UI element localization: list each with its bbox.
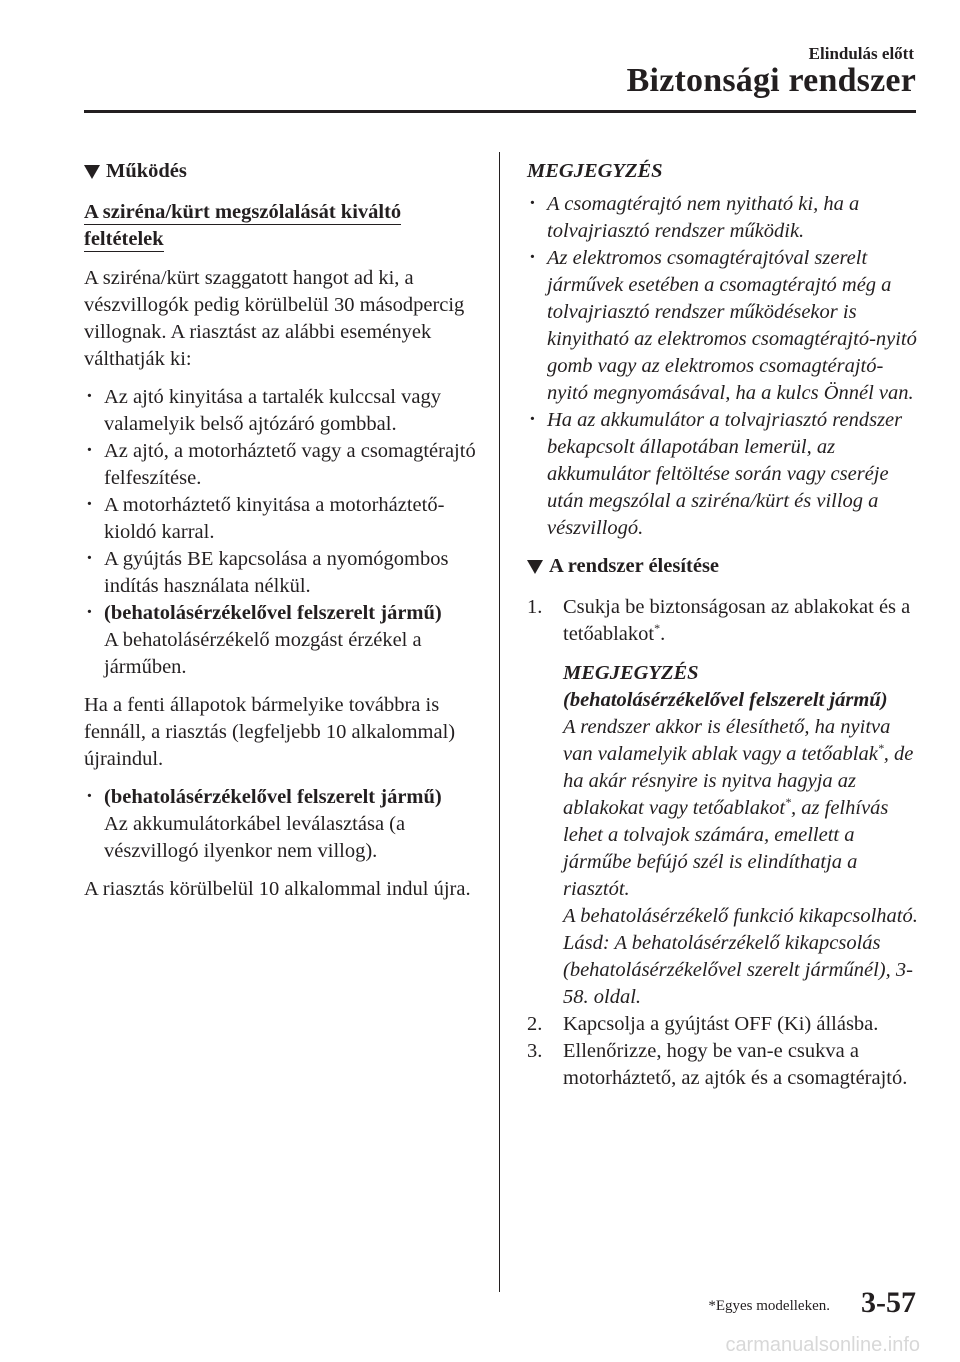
asterisk-mark: *: [877, 741, 884, 756]
footnote: *Egyes modelleken.: [708, 1298, 830, 1314]
conditions-subheading: A sziréna/kürt megszólalását kiváltó feltételek: [84, 201, 402, 250]
step-note-title: MEGJEGYZÉS: [563, 662, 699, 684]
note-list: [527, 191, 923, 542]
note-title: MEGJEGYZÉS: [527, 160, 663, 182]
list-item: · Az elektromos csomagtérajtóval szerelt járművek esetében a csomagtérajtó még a tolvajriasztó rendszer működésekor is kinyitható az elektromos csomagtérajtó-nyitó gomb vagy az elektromos csomagtérajtó-nyitó megnyomásával, ha a kulcs Önnél van.: [527, 245, 923, 407]
step-note-text: A rendszer akkor is élesíthető, ha nyitva van valamelyik ablak vagy a tetőablak*, de ha akár résnyire is nyitva hagyja az ablakokat vagy tetőablakot*, az felhívás lehet a tolvajok számára, emellett a járműbe befújó szél is elindíthatja a riasztót.: [563, 716, 914, 900]
step-number: 1.: [527, 596, 543, 618]
list-item: [84, 600, 480, 681]
list-item: [84, 784, 480, 865]
list-item: · A gyújtás BE kapcsolása a nyomógombos indítás használata nélkül.: [84, 546, 480, 600]
arming-heading: [527, 553, 923, 580]
step-item: [527, 1011, 923, 1038]
step-note-text: A behatolásérzékelő funkció kikapcsolható.: [563, 905, 918, 927]
equipment-condition: (behatolásérzékelővel felszerelt jármű): [104, 602, 442, 624]
intro-paragraph: A sziréna/kürt szaggatott hangot ad ki, a vészvillogók pedig körülbelül 30 másodpercig villognak. A riasztást az alábbi események válthatják ki:: [84, 267, 465, 370]
step-item: 1. Csukja be biztonságosan az ablakokat és a tetőablakot*. MEGJEGYZÉS (behatolásérzékelővel felszerelt jármű) A rendszer akkor is élesíthető, ha nyitva van valamelyik ablak vagy a tetőablak*, de ha akár résnyire is nyitva hagyja az ablakokat vagy tetőablakot*, az felhívás lehet a tolvajok számára, emellett a járműbe befújó szél is elindíthatja a riasztót. A behatolásérzékelő funkció kikapcsolható. Lásd: A behatolásérzékelő kikapcsolás (behatolásérzékelővel szerelt járműnél), 3-58. oldal.: [527, 594, 923, 1011]
column-divider: [499, 152, 500, 1292]
list-item-text: Az akkumulátorkábel leválasztása (a vészvillogó ilyenkor nem villog).: [104, 813, 406, 862]
step-text: Csukja be biztonságosan az ablakokat és a tetőablakot: [563, 596, 911, 645]
arming-heading-text: A rendszer élesítése: [549, 555, 720, 577]
watermark: carmanualsonline.info: [725, 1334, 920, 1356]
list-item: · Az ajtó kinyitása a tartalék kulccsal vagy valamelyik belső ajtózáró gombbal.: [84, 384, 480, 438]
header-rule: [84, 110, 916, 113]
right-column: [527, 158, 923, 1092]
step-text: Kapcsolja a gyújtást OFF (Ki) állásba.: [563, 1013, 879, 1035]
restart-paragraph: A riasztás körülbelül 10 alkalommal indul újra.: [84, 878, 471, 900]
repeat-paragraph: Ha a fenti állapotok bármelyike továbbra is fennáll, a riasztás (legfeljebb 10 alkalommal) újraindul.: [84, 694, 456, 770]
page-number: 3-57: [861, 1286, 916, 1319]
list-item-text: A behatolásérzékelő mozgást érzékel a járműben.: [104, 629, 422, 678]
operation-heading-text: Működés: [106, 160, 187, 182]
operation-heading: [84, 158, 480, 185]
asterisk-mark: *: [654, 621, 661, 636]
cross-reference: Lásd: A behatolásérzékelő kikapcsolás (behatolásérzékelővel szerelt járműnél), 3-58. oldal.: [563, 932, 913, 1008]
equipment-condition: (behatolásérzékelővel felszerelt jármű): [563, 689, 888, 711]
trigger-list: [84, 384, 480, 681]
step-text: Ellenőrizze, hogy be van-e csukva a motorháztető, az ajtók és a csomagtérajtó.: [563, 1040, 908, 1089]
list-item: · A motorháztető kinyitása a motorháztető-kioldó karral.: [84, 492, 480, 546]
step-number: 3.: [527, 1040, 543, 1062]
list-item: · Ha az akkumulátor a tolvajriasztó rendszer bekapcsolt állapotában lemerül, az akkumulátor feltöltése során vagy cseréje után megszólal a sziréna/kürt és villog a vészvillogó.: [527, 407, 923, 542]
battery-list: [84, 784, 480, 865]
left-column: [84, 158, 480, 914]
arming-steps: [527, 594, 923, 1092]
equipment-condition: (behatolásérzékelővel felszerelt jármű): [104, 786, 442, 808]
triangle-marker-icon: [527, 560, 543, 574]
page-title: Biztonsági rendszer: [626, 62, 916, 99]
list-item: · A csomagtérajtó nem nyitható ki, ha a tolvajriasztó rendszer működik.: [527, 191, 923, 245]
step-note: [563, 660, 923, 1011]
asterisk-mark: *: [785, 795, 792, 810]
section-title: Elindulás előtt: [808, 44, 914, 63]
triangle-marker-icon: [84, 165, 100, 179]
step-number: 2.: [527, 1013, 543, 1035]
step-item: [527, 1038, 923, 1092]
list-item: · Az ajtó, a motorháztető vagy a csomagtérajtó felfeszítése.: [84, 438, 480, 492]
